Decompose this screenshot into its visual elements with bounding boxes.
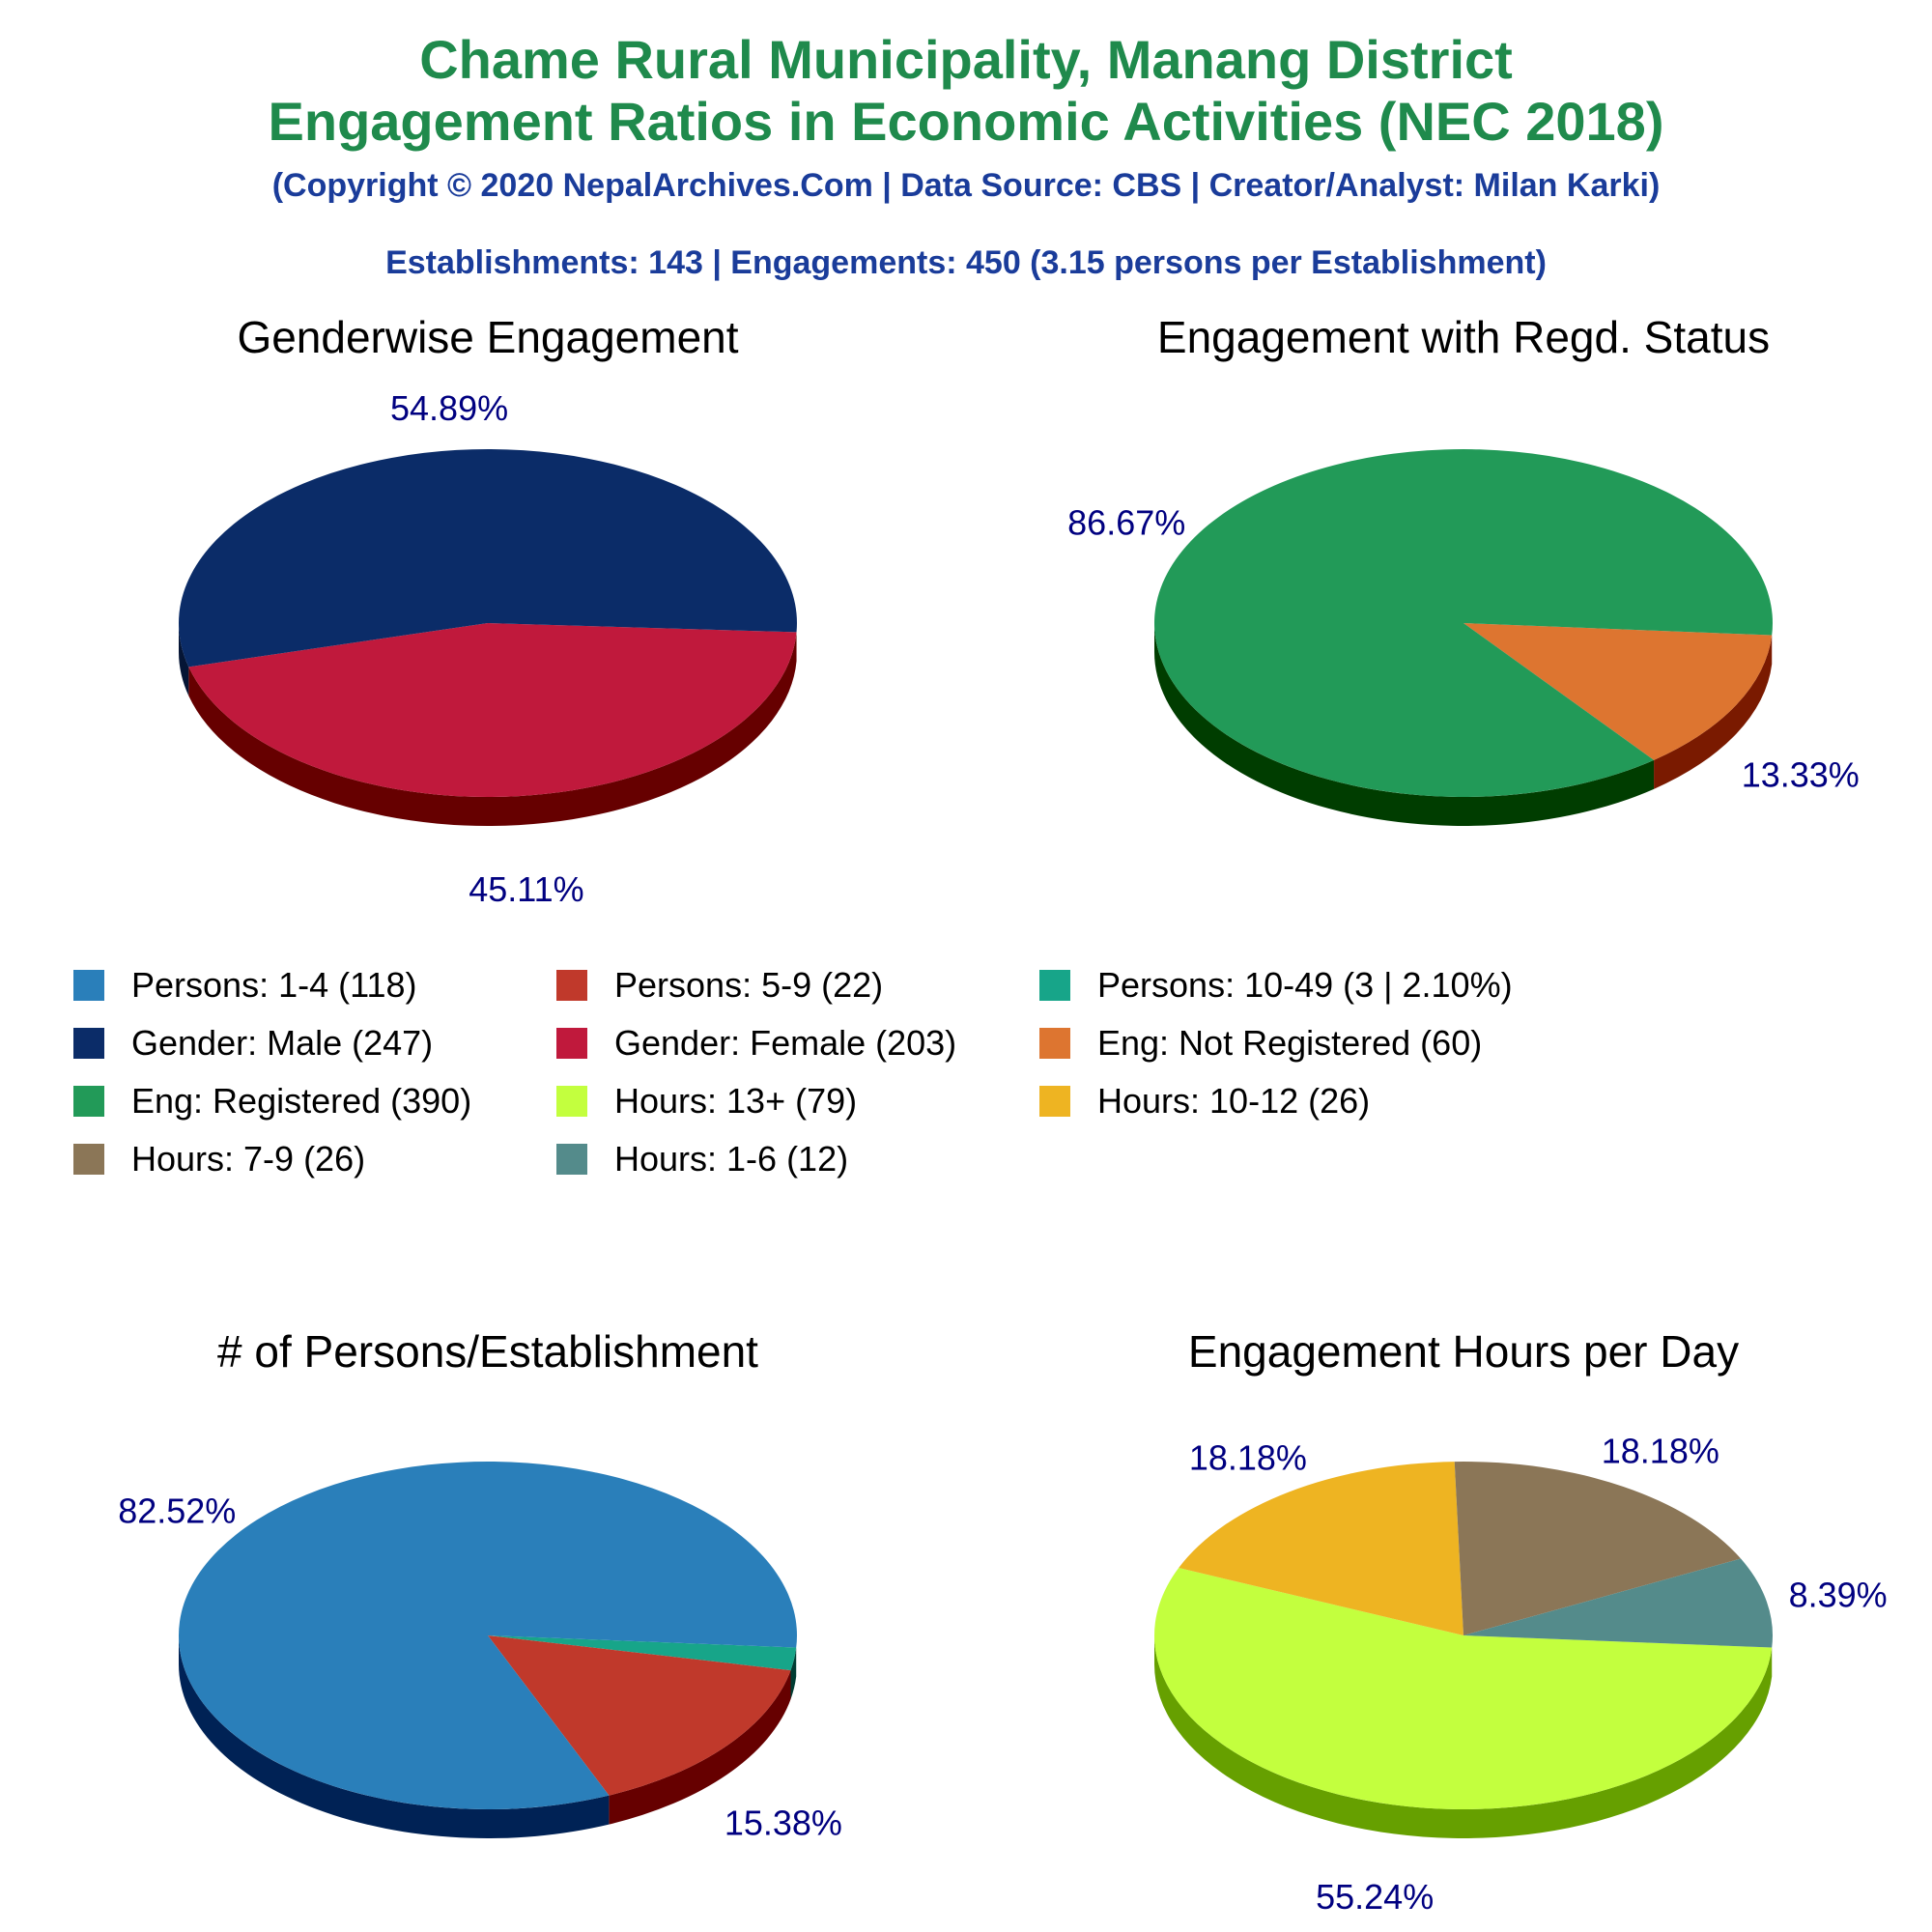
legend-swatch <box>556 970 587 1001</box>
legend-label: Eng: Not Registered (60) <box>1097 1023 1483 1063</box>
legend-swatch <box>73 1028 104 1059</box>
legend-label: Hours: 10-12 (26) <box>1097 1081 1371 1121</box>
legend-swatch <box>73 1086 104 1117</box>
legend-label: Hours: 7-9 (26) <box>131 1139 366 1179</box>
legend-item <box>1039 1077 1370 1125</box>
pie-chart-2 <box>1067 312 1860 826</box>
legend-label: Gender: Female (203) <box>614 1023 957 1063</box>
legend-swatch <box>73 1144 104 1175</box>
summary-line: Establishments: 143 | Engagements: 450 (3.15 persons per Establishment) <box>385 244 1547 281</box>
legend-item <box>73 1135 365 1183</box>
pie-slice-label: 55.24% <box>1316 1876 1435 1917</box>
legend-item <box>1039 1019 1482 1067</box>
legend-swatch <box>556 1028 587 1059</box>
pie-slice-label: 18.18% <box>1188 1437 1307 1478</box>
pie-chart-4 <box>1154 1326 1888 1917</box>
legend-swatch <box>1039 970 1070 1001</box>
legend-swatch <box>73 970 104 1001</box>
legend-item <box>556 1135 848 1183</box>
pie-slice-label: 13.33% <box>1741 754 1860 795</box>
legend-item <box>73 1077 471 1125</box>
legend-label: Persons: 1-4 (118) <box>131 965 417 1005</box>
legend-swatch <box>1039 1028 1070 1059</box>
chart-title: # of Persons/Establishment <box>217 1326 758 1377</box>
legend-item <box>556 1077 857 1125</box>
pie-chart-3 <box>118 1326 842 1842</box>
pie-slice-label: 82.52% <box>118 1491 237 1531</box>
legend-label: Gender: Male (247) <box>131 1023 434 1063</box>
chart-title: Engagement Hours per Day <box>1187 1326 1740 1377</box>
title-line-1: Chame Rural Municipality, Manang District <box>419 29 1513 90</box>
pie-slice-label: 45.11% <box>469 868 584 909</box>
pie-slice-label: 54.89% <box>390 388 509 429</box>
legend-item <box>73 961 416 1009</box>
legend-swatch <box>556 1144 587 1175</box>
legend-item <box>556 961 883 1009</box>
chart-title: Genderwise Engagement <box>237 312 739 362</box>
legend-item <box>73 1019 433 1067</box>
pie-slice-label: 15.38% <box>724 1803 842 1843</box>
legend-label: Eng: Registered (390) <box>131 1081 472 1121</box>
legend-label: Persons: 10-49 (3 | 2.10%) <box>1097 965 1513 1005</box>
legend-label: Hours: 1-6 (12) <box>614 1139 849 1179</box>
legend-item <box>1039 961 1513 1009</box>
title-line-2: Engagement Ratios in Economic Activities (NEC 2018) <box>268 91 1664 152</box>
legend-swatch <box>1039 1086 1070 1117</box>
legend-swatch <box>556 1086 587 1117</box>
pie-chart-1 <box>179 312 797 909</box>
legend-label: Hours: 13+ (79) <box>614 1081 858 1121</box>
legend-item <box>556 1019 956 1067</box>
chart-title: Engagement with Regd. Status <box>1156 312 1771 362</box>
copyright-line: (Copyright © 2020 NepalArchives.Com | Data Source: CBS | Creator/Analyst: Milan Karki) <box>271 167 1661 204</box>
pie-slice-label: 86.67% <box>1067 502 1186 543</box>
pie-slice-label: 18.18% <box>1601 1431 1719 1471</box>
pie-slice-label: 8.39% <box>1788 1575 1888 1615</box>
legend-label: Persons: 5-9 (22) <box>614 965 884 1005</box>
